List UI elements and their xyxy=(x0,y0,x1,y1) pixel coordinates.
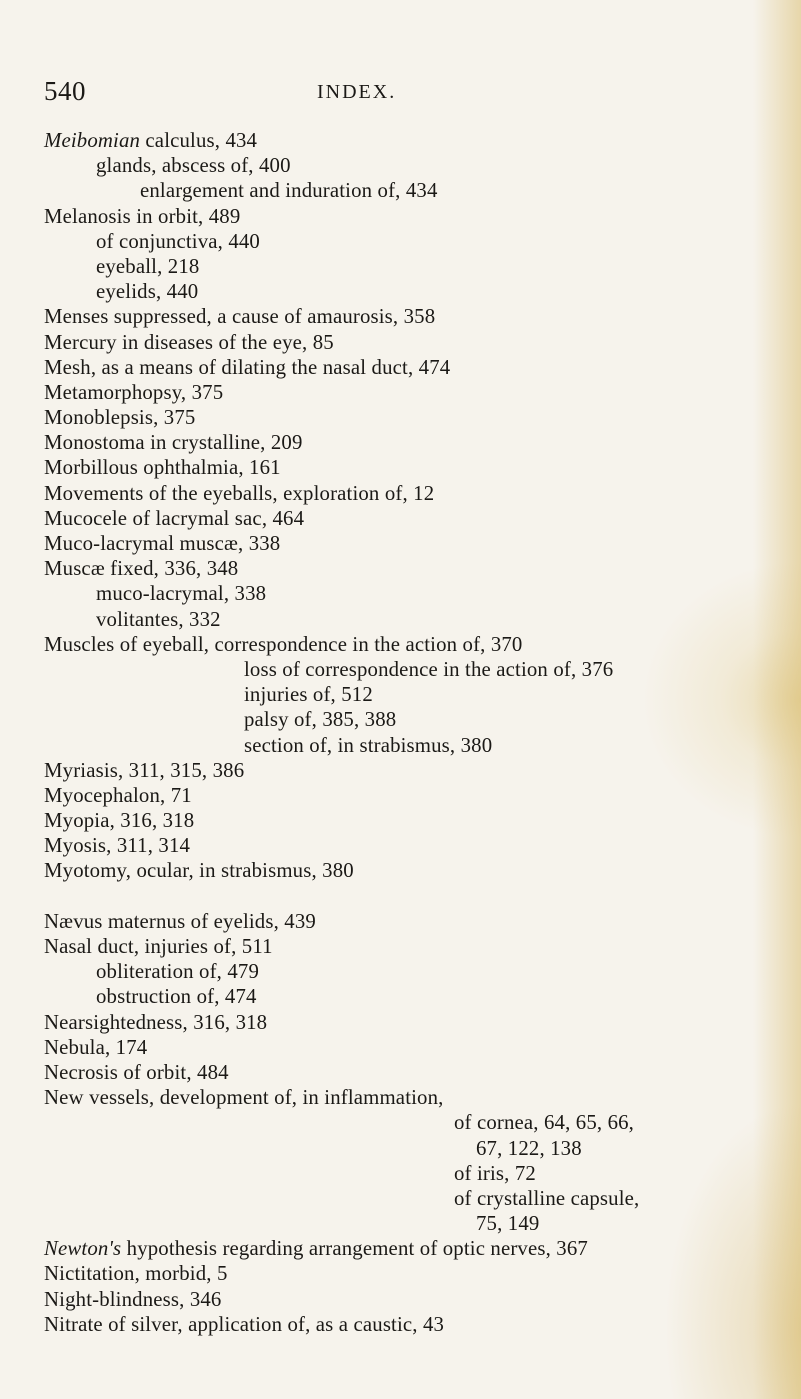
index-subentry: section of, in strabismus, 380 xyxy=(244,733,493,757)
index-entries xyxy=(44,128,784,1337)
index-subentry: palsy of, 385, 388 xyxy=(244,708,397,732)
entry-emphasis: Meibomian xyxy=(44,129,141,152)
entry-text: hypothesis regarding arrangement of optic nerves, 367 xyxy=(121,1237,588,1261)
index-subentry: eyelids, 440 xyxy=(96,280,199,304)
index-entry: Myriasis, 311, 315, 386 xyxy=(44,758,245,782)
index-entry: Nasal duct, injuries of, 511 xyxy=(44,935,273,958)
index-entry: Nictitation, morbid, 5 xyxy=(44,1262,228,1286)
index-subentry: loss of correspondence in the action of, 376 xyxy=(244,657,614,681)
index-entry: Nebula, 174 xyxy=(44,1035,148,1059)
index-entry: Morbillous ophthalmia, 161 xyxy=(44,456,281,480)
index-entry: Metamorphopsy, 375 xyxy=(44,380,224,404)
entry-emphasis: Newton's xyxy=(44,1237,122,1261)
index-entry: Myosis, 311, 314 xyxy=(44,834,191,858)
index-subentry: volitantes, 332 xyxy=(96,607,221,631)
index-subentry: of crystalline capsule, xyxy=(454,1186,640,1210)
index-entry: Mucocele of lacrymal sac, 464 xyxy=(44,506,305,530)
index-entry: Nearsightedness, 316, 318 xyxy=(44,1010,268,1034)
index-entry: Movements of the eyeballs, exploration of, 12 xyxy=(44,481,435,505)
index-entry: Night-blindness, 346 xyxy=(44,1287,222,1311)
section-gap xyxy=(44,884,784,909)
entry-text: calculus, 434 xyxy=(140,129,258,152)
index-subentry: 67, 122, 138 xyxy=(476,1136,582,1160)
index-subentry: of conjunctiva, 440 xyxy=(96,229,260,253)
index-subentry: enlargement and induration of, 434 xyxy=(140,179,438,203)
index-entry xyxy=(44,1236,784,1261)
page-header xyxy=(0,76,801,110)
index-entry: Mercury in diseases of the eye, 85 xyxy=(44,330,334,354)
index-subentry: obliteration of, 479 xyxy=(96,960,259,984)
index-entry: Nævus maternus of eyelids, 439 xyxy=(44,909,316,933)
index-entry: Myotomy, ocular, in strabismus, 380 xyxy=(44,859,354,883)
index-entry: Monostoma in crystalline, 209 xyxy=(44,431,303,455)
index-entry: Myopia, 316, 318 xyxy=(44,809,195,833)
index-subentry: glands, abscess of, 400 xyxy=(96,154,291,178)
index-subentry: eyeball, 218 xyxy=(96,254,200,278)
index-entry: Monoblepsis, 375 xyxy=(44,406,196,430)
index-subentry: of cornea, 64, 65, 66, xyxy=(454,1111,635,1135)
index-subentry: muco-lacrymal, 338 xyxy=(96,582,267,606)
index-subentry: injuries of, 512 xyxy=(244,683,373,707)
index-entry: Nitrate of silver, application of, as a caustic, 43 xyxy=(44,1312,445,1336)
index-entry: Muscles of eyeball, correspondence in the action of, 370 xyxy=(44,632,523,656)
index-entry: New vessels, development of, in inflammation, xyxy=(44,1086,444,1110)
page-number: 540 xyxy=(44,76,86,106)
running-head: INDEX. xyxy=(317,81,397,103)
index-entry: Melanosis in orbit, 489 xyxy=(44,204,241,228)
index-subentry: obstruction of, 474 xyxy=(96,985,257,1009)
index-entry: Myocephalon, 71 xyxy=(44,783,192,807)
index-subentry: of iris, 72 xyxy=(454,1161,536,1185)
index-entry: Menses suppressed, a cause of amaurosis, 358 xyxy=(44,305,436,329)
index-entry: Necrosis of orbit, 484 xyxy=(44,1060,229,1084)
index-subentry: 75, 149 xyxy=(476,1212,540,1236)
index-entry: Muco-lacrymal muscæ, 338 xyxy=(44,532,281,555)
index-entry: Mesh, as a means of dilating the nasal duct, 474 xyxy=(44,355,451,379)
index-entry: Muscæ fixed, 336, 348 xyxy=(44,557,239,581)
index-entry xyxy=(44,128,784,153)
